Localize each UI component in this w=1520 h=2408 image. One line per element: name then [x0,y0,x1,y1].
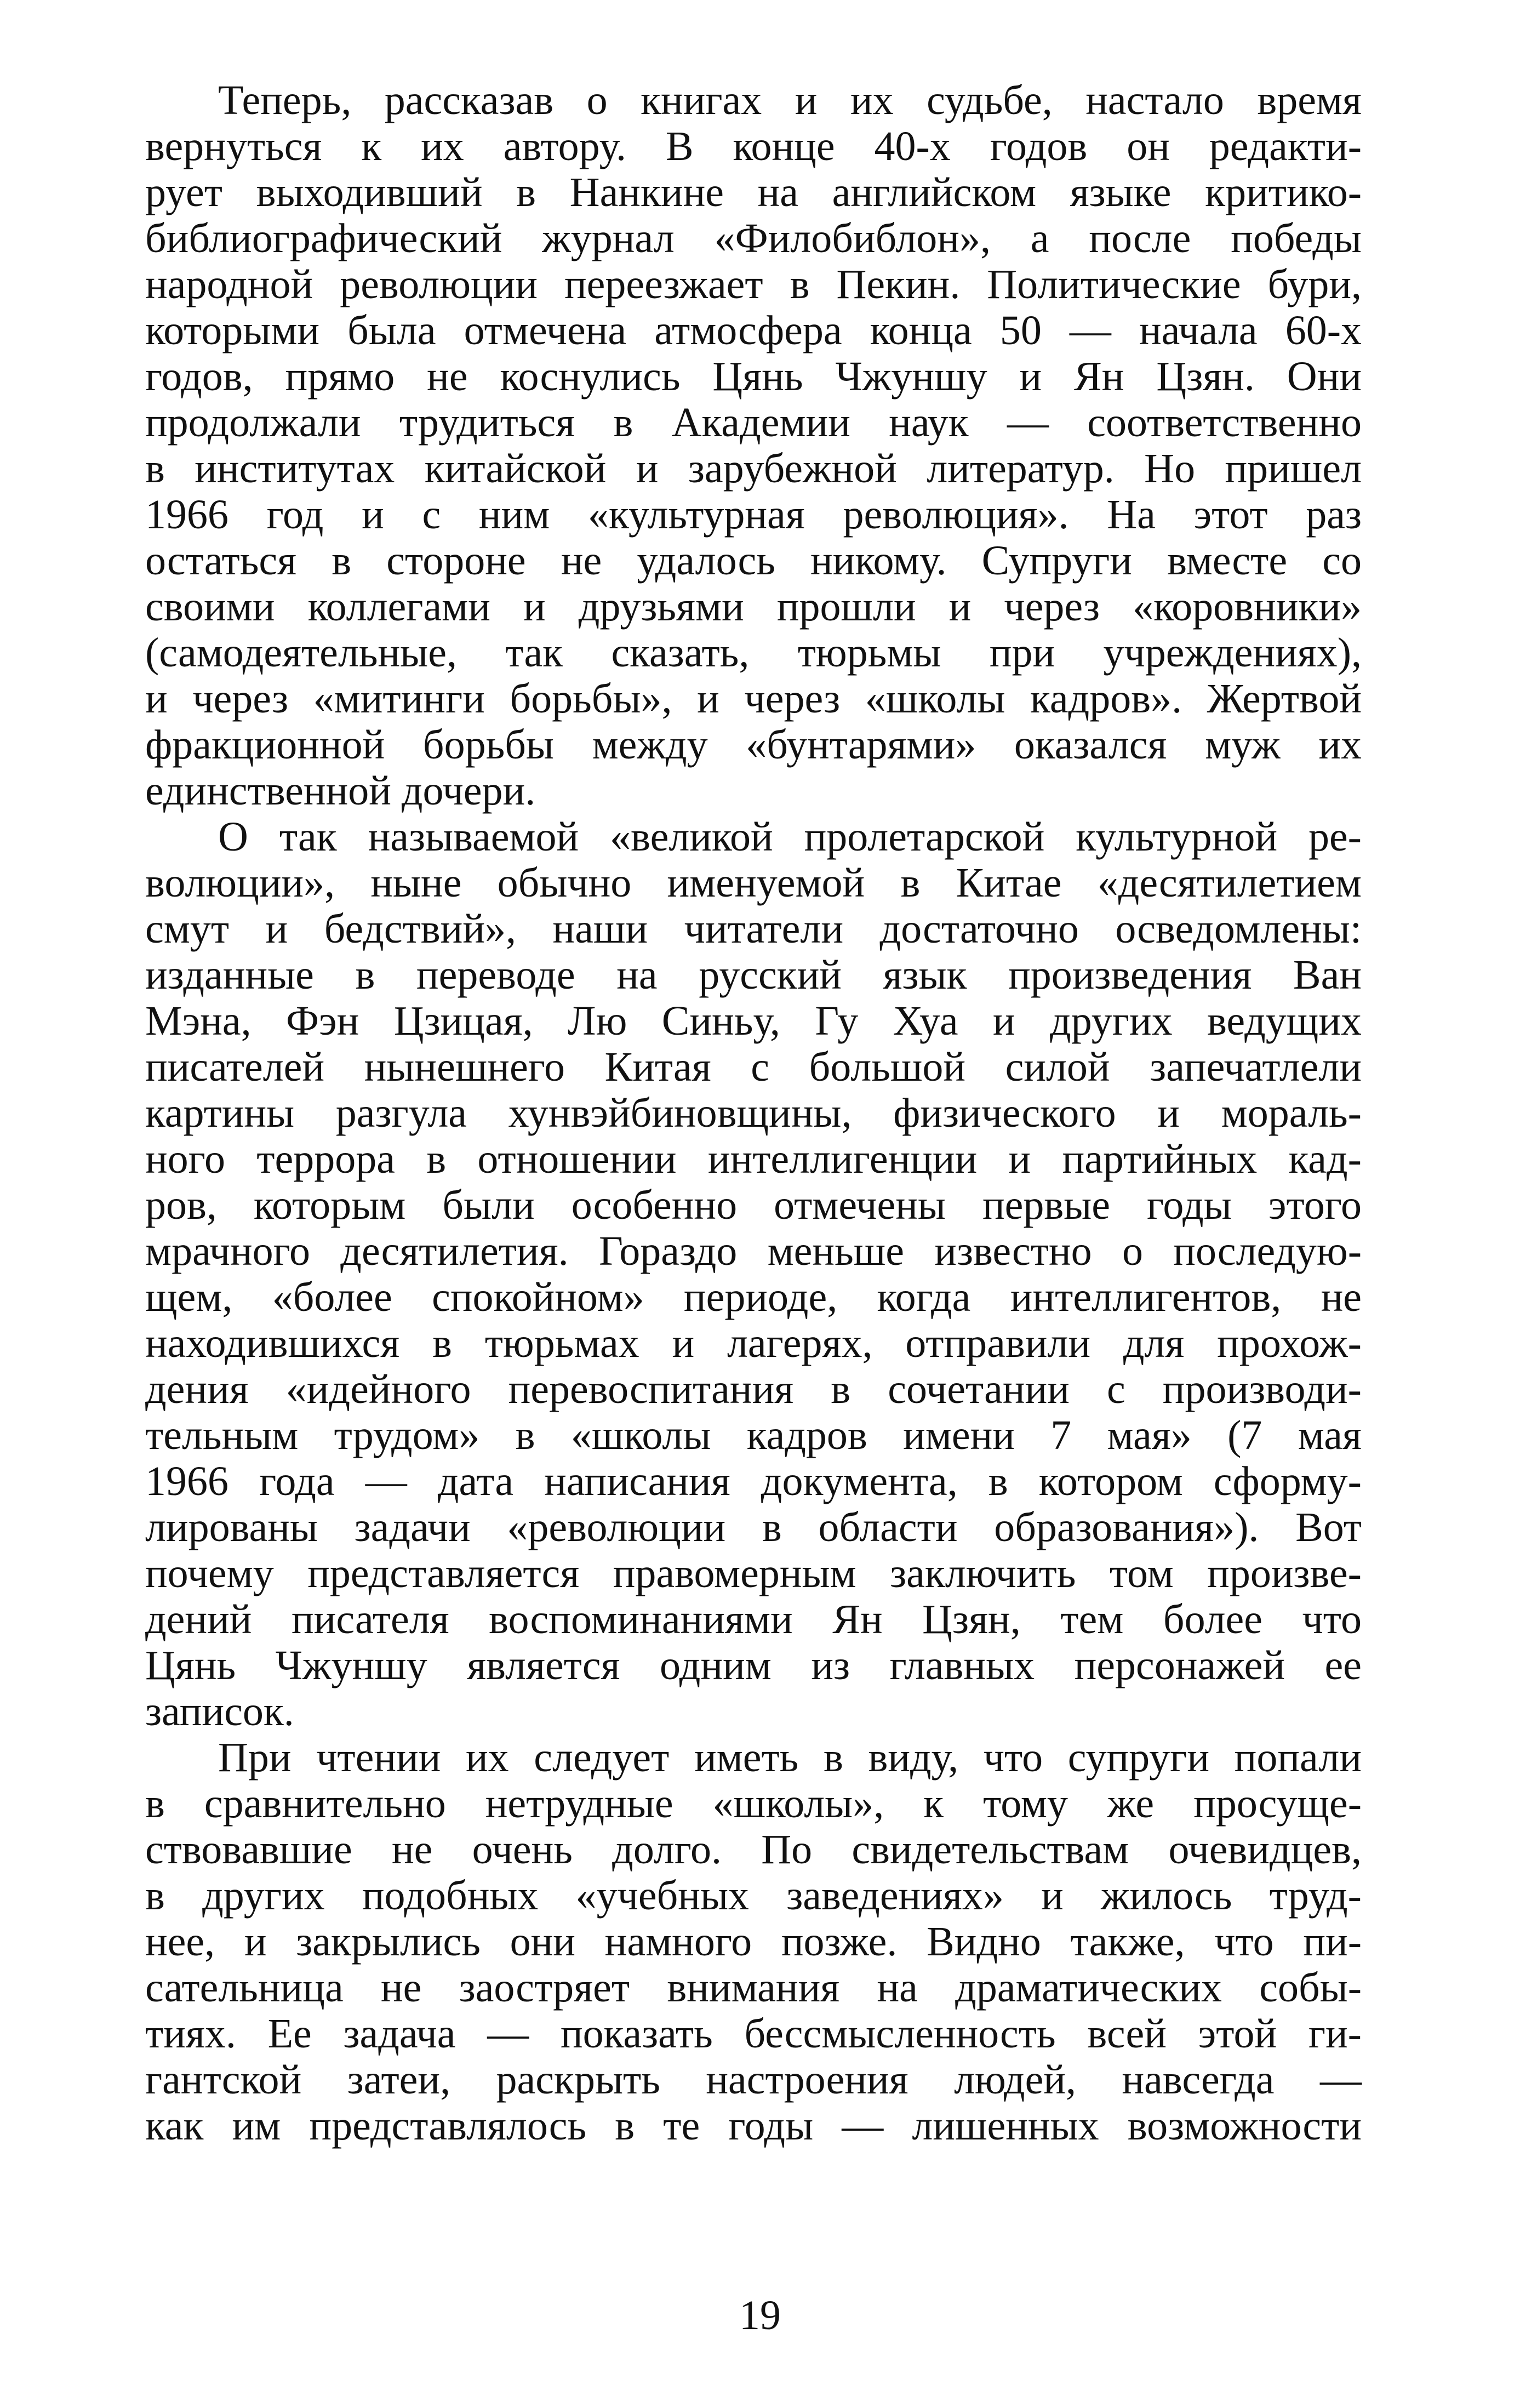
text-line: Теперь, рассказав о книгах и их судьбе, настало время [218,77,1362,123]
text-line: которыми была отмечена атмосфера конца 50 — начала 60-х [145,307,1362,353]
text-line: ного террора в отношении интеллигенции и партийных кад- [145,1136,1362,1182]
text-line: гантской затеи, раскрыть настроения людей, навсегда — [145,2057,1362,2103]
text-line: 1966 год и с ним «культурная революция». На этот раз [145,492,1362,538]
text-line: записок. [145,1688,294,1734]
text-line: (самодеятельные, так сказать, тюрьмы при учреждениях), [145,630,1362,676]
text-line: лированы задачи «революции в области образования»). Вот [145,1504,1362,1550]
text-line: мрачного десятилетия. Гораздо меньше известно о последую- [145,1228,1362,1274]
text-line: фракционной борьбы между «бунтарями» оказался муж их [145,722,1362,768]
text-line: годов, прямо не коснулись Цянь Чжуншу и Ян Цзян. Они [145,353,1362,400]
text-line: 1966 года — дата написания документа, в котором сформу- [145,1458,1362,1504]
text-line: картины разгула хунвэйбиновщины, физического и мораль- [145,1090,1362,1136]
text-line: рует выходивший в Нанкине на английском языке критико- [145,169,1362,215]
text-line: и через «митинги борьбы», и через «школы кадров». Жертвой [145,676,1362,722]
text-line: библиографический журнал «Филобиблон», а после победы [145,215,1362,261]
page-number: 19 [739,2292,781,2338]
text-line: сательница не заостряет внимания на драматических собы- [145,1965,1362,2011]
text-line: единственной дочери. [145,768,536,814]
text-line: О так называемой «великой пролетарской культурной ре- [218,814,1362,860]
text-line: народной революции переезжает в Пекин. Политические бури, [145,261,1362,307]
text-line: писателей нынешнего Китая с большой силой запечатлели [145,1044,1362,1090]
text-line: тельным трудом» в «школы кадров имени 7 мая» (7 мая [145,1412,1362,1458]
text-line: ров, которым были особенно отмечены первые годы этого [145,1182,1362,1228]
text-line: Цянь Чжуншу является одним из главных персонажей ее [145,1642,1362,1688]
text-line: в сравнительно нетрудные «школы», к тому же просуще- [145,1781,1362,1827]
text-line: в институтах китайской и зарубежной литератур. Но пришел [145,446,1362,492]
text-line: ствовавшие не очень долго. По свидетельствам очевидцев, [145,1827,1362,1873]
text-line: как им представлялось в те годы — лишенных возможности [145,2103,1362,2149]
text-line: волюции», ныне обычно именуемой в Китае «десятилетием [145,860,1362,906]
text-line: тиях. Ее задача — показать бессмысленность всей этой ги- [145,2011,1362,2057]
text-line: дения «идейного перевоспитания в сочетании с производи- [145,1366,1362,1412]
text-line: почему представляется правомерным заключить том произве- [145,1550,1362,1596]
text-line: остаться в стороне не удалось никому. Супруги вместе со [145,538,1362,584]
text-line: При чтении их следует иметь в виду, что супруги попали [218,1734,1362,1781]
text-line: нее, и закрылись они намного позже. Видно также, что пи- [145,1919,1362,1965]
text-line: изданные в переводе на русский язык произведения Ван [145,952,1362,998]
text-line: в других подобных «учебных заведениях» и жилось труд- [145,1873,1362,1919]
text-line: вернуться к их автору. В конце 40-х годов он редакти- [145,123,1362,169]
text-line: Мэна, Фэн Цзицая, Лю Синьу, Гу Хуа и других ведущих [145,998,1362,1044]
text-line: своими коллегами и друзьями прошли и через «коровники» [145,584,1362,630]
text-line: дений писателя воспоминаниями Ян Цзян, тем более что [145,1596,1362,1642]
text-line: смут и бедствий», наши читатели достаточно осведомлены: [145,906,1362,952]
text-line: находившихся в тюрьмах и лагерях, отправили для прохож- [145,1320,1362,1366]
text-line: продолжали трудиться в Академии наук — соответственно [145,400,1362,446]
text-line: щем, «более спокойном» периоде, когда интеллигентов, не [145,1274,1362,1320]
